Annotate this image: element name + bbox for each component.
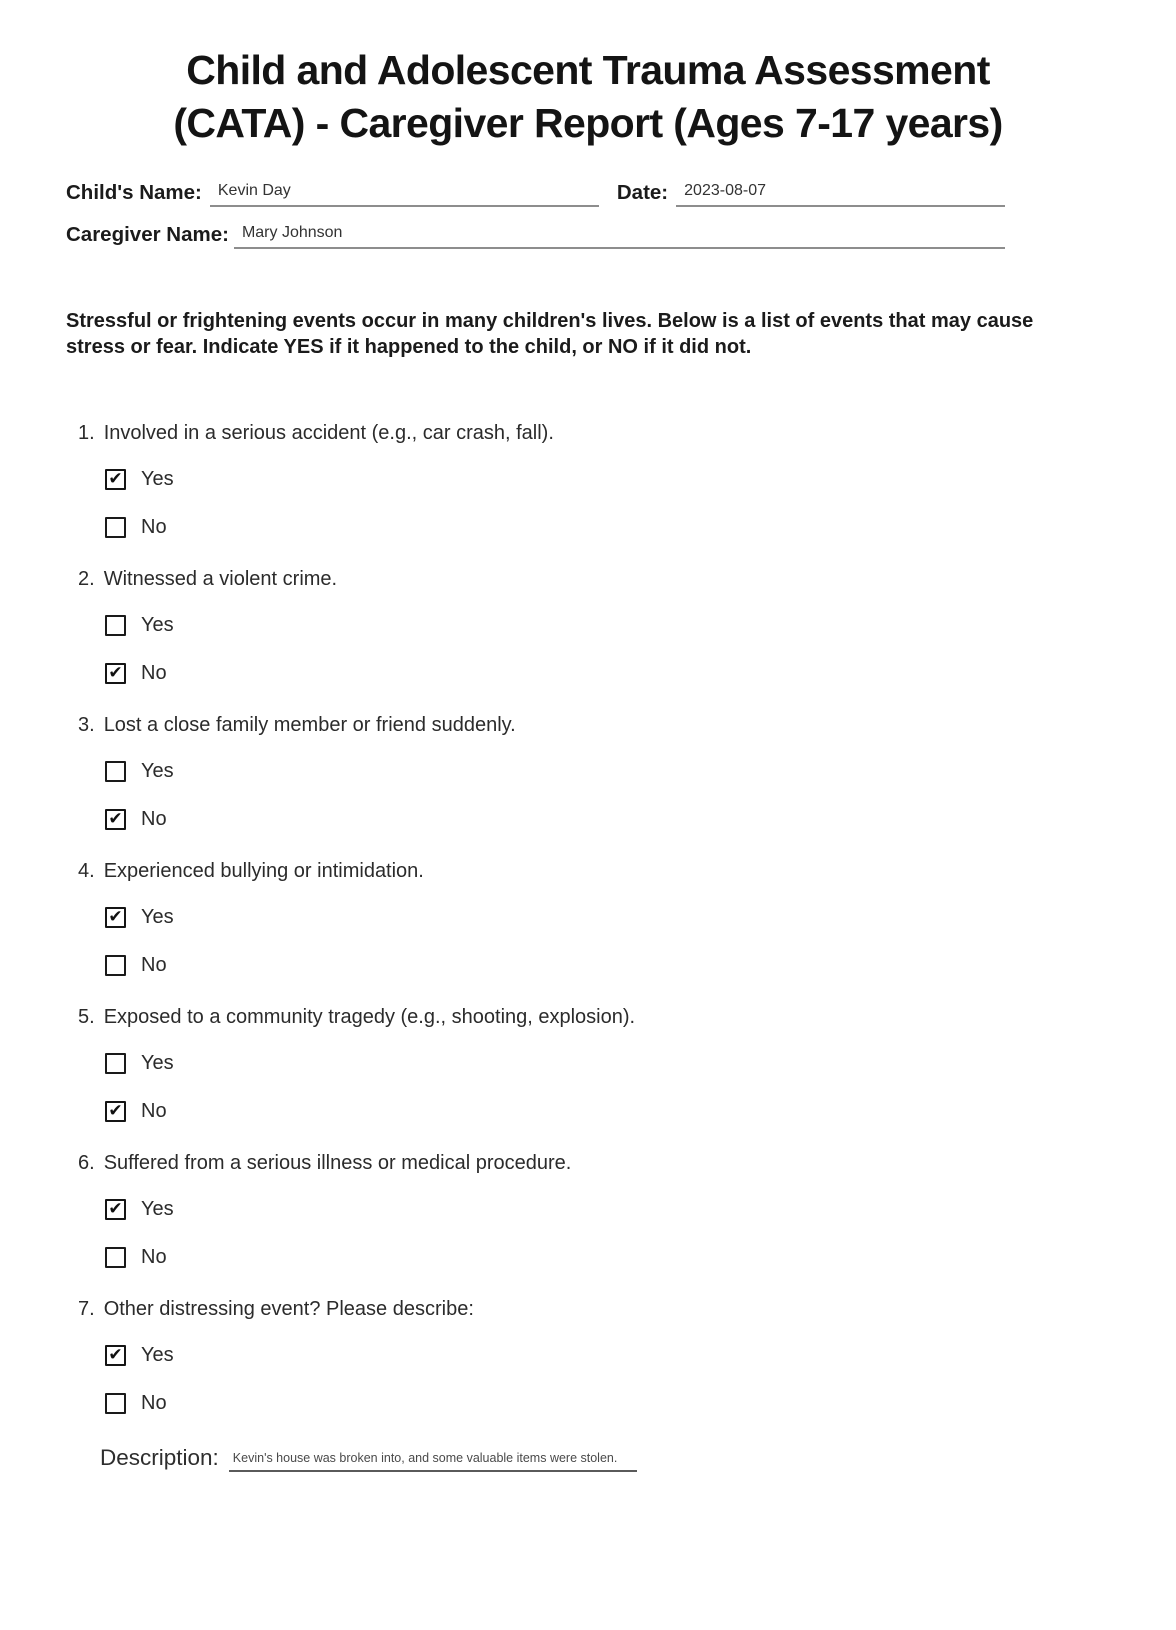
question-item [66,1005,1110,1125]
question-number: 7. [78,1298,95,1320]
yes-checkbox[interactable] [105,761,126,782]
no-option[interactable] [105,1244,1110,1271]
no-option[interactable] [105,1390,1110,1417]
description-value: Kevin's house was broken into, and some valuable items were stolen. [232,1451,618,1465]
date-value: 2023-08-07 [684,182,766,199]
yes-label: Yes [141,614,174,636]
question-text: Other distressing event? Please describe: [103,1298,474,1320]
description-field[interactable] [229,1450,637,1472]
question-number: 1. [78,422,95,444]
child-name-label: Child's Name: [66,181,202,204]
question-text: Lost a close family member or friend suddenly. [103,714,516,736]
no-checkbox[interactable] [105,517,126,538]
description-label: Description: [100,1445,219,1470]
question-number: 2. [78,568,95,590]
yes-checkbox[interactable]: ✔ [105,1345,126,1366]
yes-checkbox[interactable]: ✔ [105,1199,126,1220]
yes-option[interactable] [105,612,1110,639]
no-label: No [141,954,167,976]
no-option[interactable] [105,806,1110,833]
question-item [66,567,1110,687]
question-line [66,1151,1110,1175]
no-option[interactable] [105,660,1110,687]
question-line [66,421,1110,445]
question-item [66,859,1110,979]
no-checkbox[interactable]: ✔ [105,1101,126,1122]
instructions-text: Stressful or frightening events occur in many children's lives. Below is a list of events that may cause stress or fear. Indicate YES if it happened to the child, or NO if it did not. [66,310,1034,358]
yes-option[interactable] [105,1342,1110,1369]
caregiver-name-label: Caregiver Name: [66,223,229,246]
question-list [66,421,1110,1417]
question-item [66,1151,1110,1271]
no-label: No [141,516,167,538]
no-checkbox[interactable] [105,1247,126,1268]
yes-option[interactable] [105,466,1110,493]
yes-checkbox[interactable] [105,1053,126,1074]
question-item [66,421,1110,541]
question-text: Witnessed a violent crime. [103,568,338,590]
question-text: Exposed to a community tragedy (e.g., shooting, explosion). [103,1006,636,1028]
no-checkbox[interactable] [105,1393,126,1414]
question-item [66,713,1110,833]
no-checkbox[interactable] [105,955,126,976]
caregiver-name-value: Mary Johnson [241,224,343,241]
yes-checkbox[interactable]: ✔ [105,469,126,490]
yes-option[interactable] [105,758,1110,785]
question-item [66,1297,1110,1417]
question-line [66,1005,1110,1029]
child-name-value: Kevin Day [217,182,291,199]
child-name-field[interactable] [210,180,599,207]
question-text: Suffered from a serious illness or medical procedure. [103,1152,572,1174]
question-number: 4. [78,860,95,882]
question-line [66,1297,1110,1321]
question-line [66,567,1110,591]
yes-checkbox[interactable] [105,615,126,636]
yes-label: Yes [141,1052,174,1074]
yes-checkbox[interactable]: ✔ [105,907,126,928]
yes-option[interactable] [105,1050,1110,1077]
child-name-row [66,179,1110,207]
description-section [100,1443,1110,1472]
form-title-line2: (CATA) - Caregiver Report (Ages 7-17 years) [173,100,1003,146]
form-title-line1: Child and Adolescent Trauma Assessment [186,47,990,93]
no-label: No [141,1100,167,1122]
no-option[interactable] [105,952,1110,979]
no-label: No [141,808,167,830]
question-number: 3. [78,714,95,736]
caregiver-name-field[interactable] [234,222,1005,249]
no-checkbox[interactable]: ✔ [105,663,126,684]
no-checkbox[interactable]: ✔ [105,809,126,830]
no-label: No [141,1392,167,1414]
question-number: 6. [78,1152,95,1174]
yes-option[interactable] [105,904,1110,931]
yes-label: Yes [141,906,174,928]
yes-label: Yes [141,1344,174,1366]
caregiver-name-row [66,221,1110,249]
form-title [40,44,1136,150]
question-line [66,859,1110,883]
question-number: 5. [78,1006,95,1028]
no-label: No [141,662,167,684]
yes-option[interactable] [105,1196,1110,1223]
yes-label: Yes [141,760,174,782]
identification-fields [66,179,1110,249]
question-text: Experienced bullying or intimidation. [103,860,424,882]
no-option[interactable] [105,1098,1110,1125]
question-text: Involved in a serious accident (e.g., car crash, fall). [103,422,554,444]
yes-label: Yes [141,468,174,490]
date-field[interactable] [676,180,1005,207]
yes-label: Yes [141,1198,174,1220]
date-label: Date: [616,181,669,204]
no-option[interactable] [105,514,1110,541]
no-label: No [141,1246,167,1268]
question-line [66,713,1110,737]
